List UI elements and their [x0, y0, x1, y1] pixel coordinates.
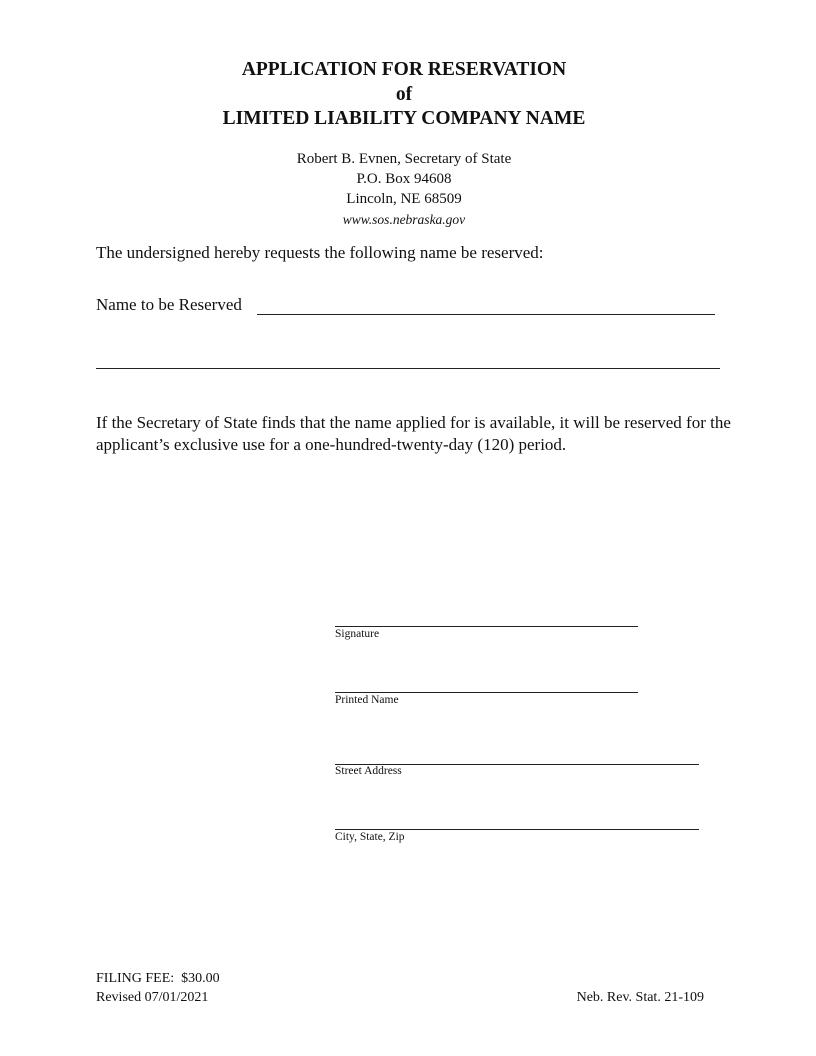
signature-label: Signature	[335, 628, 380, 640]
revised-date: Revised 07/01/2021	[96, 990, 209, 1005]
printed-name-label: Printed Name	[335, 694, 399, 706]
official-name: Robert B. Evnen, Secretary of State	[296, 151, 512, 167]
po-box: P.O. Box 94608	[356, 171, 452, 187]
city-state-zip-line[interactable]	[335, 829, 699, 830]
city-state-zip-label: City, State, Zip	[335, 831, 405, 843]
title-line-3: LIMITED LIABILITY COMPANY NAME	[222, 108, 586, 129]
availability-paragraph: If the Secretary of State finds that the name applied for is available, it will be reserved for the applicant’s exclusive use for a one-hundred-twenty-day (120) period.	[96, 413, 731, 454]
signature-line[interactable]	[335, 626, 638, 627]
printed-name-line[interactable]	[335, 692, 638, 693]
name-field-line-2[interactable]	[96, 368, 720, 369]
name-label: Name to be Reserved	[96, 295, 242, 314]
website: www.sos.nebraska.gov	[342, 212, 466, 227]
name-field-line[interactable]	[257, 314, 715, 315]
title-line-2: of	[395, 84, 413, 105]
street-address-label: Street Address	[335, 765, 402, 777]
city-address: Lincoln, NE 68509	[346, 191, 462, 207]
intro-text: The undersigned hereby requests the following name be reserved:	[96, 243, 544, 262]
statute-reference: Neb. Rev. Stat. 21-109	[576, 990, 704, 1005]
filing-fee: FILING FEE: $30.00	[96, 971, 220, 986]
title-line-1: APPLICATION FOR RESERVATION	[241, 59, 567, 80]
